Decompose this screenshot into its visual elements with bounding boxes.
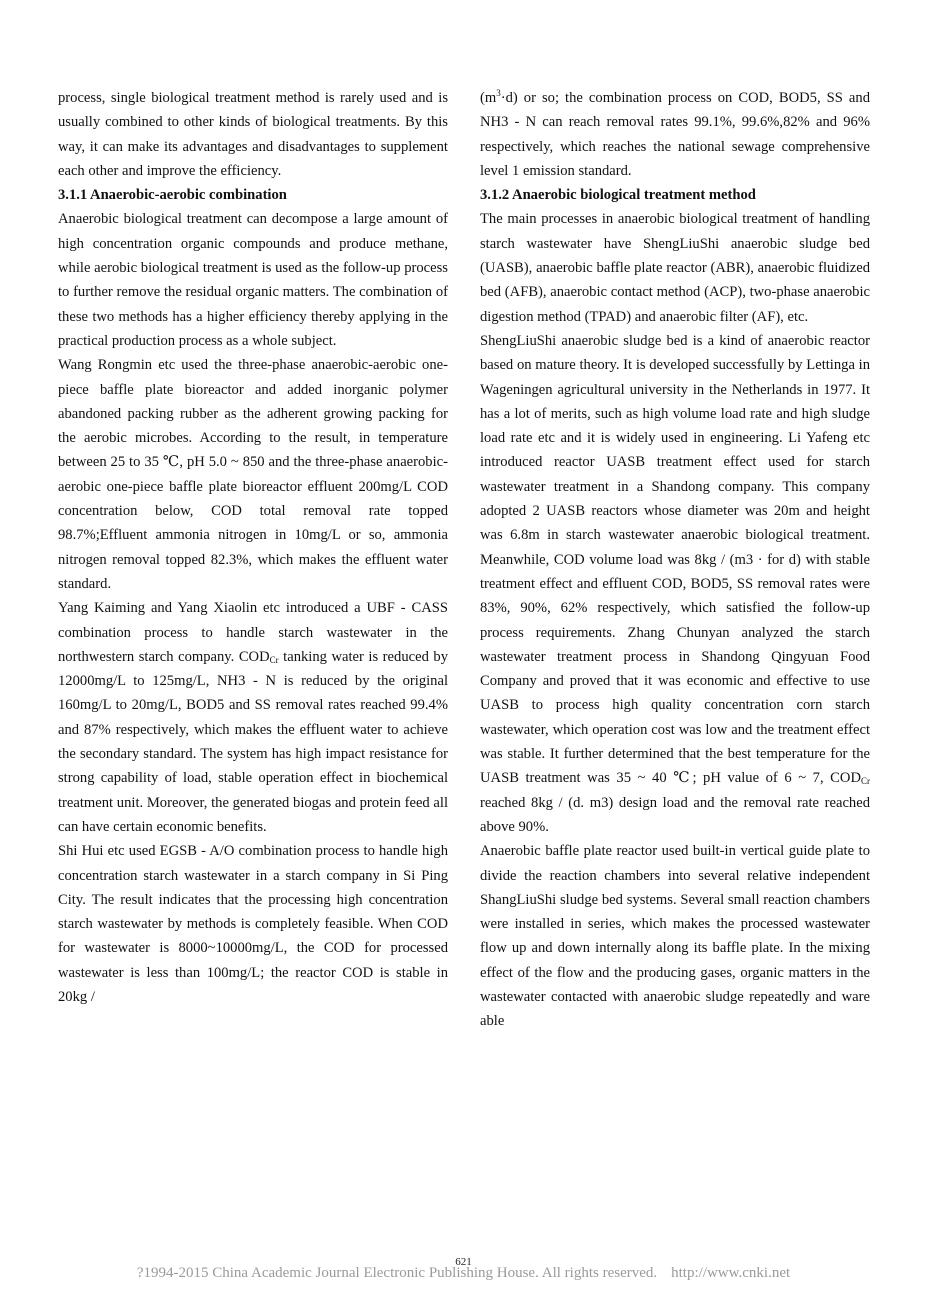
text-run: Yang Kaiming and Yang Xiaolin etc introduced a UBF - CASS combination process to handle starch wastewater in the northwestern starch company. COD — [58, 600, 448, 665]
paragraph-shi-hui: Shi Hui etc used EGSB - A/O combination process to handle high concentration starch wastewater in a starch company in Si Ping City. The result indicates that the processing high concentration starch wastewater by methods is completely feasible. When COD for wastewater is 8000~10000mg/L, the COD for processed wastewater is less than 100mg/L; the reactor COD is stable in 20kg / — [58, 843, 448, 1005]
text-run: reached 8kg / (d. m3) design load and the removal rate reached above 90%. — [480, 794, 870, 835]
right-column — [480, 86, 870, 1034]
paragraph-uasb — [480, 329, 870, 839]
paragraph-continued-right — [480, 86, 870, 183]
footer-url: http://www.cnki.net — [671, 1265, 791, 1281]
text-run: (m — [480, 90, 497, 106]
section-heading-3-1-1: 3.1.1 Anaerobic-aerobic combination — [58, 187, 287, 204]
subscript-cr: Cr — [269, 654, 279, 665]
copyright-footer — [0, 1265, 927, 1282]
subscript-cr: Cr — [861, 776, 870, 787]
superscript-3: 3 — [496, 88, 501, 98]
text-run: tanking water is reduced by 12000mg/L to 125mg/L, NH3 - N is reduced by the original 160mg/L to 20mg/L, BOD5 and SS removal rates reached 99.4% and 87% respectively, which makes the effluent water to achieve the secondary standard. The system has high impact resistance for strong capability of load, stable operation effect in biochemical treatment unit. Moreover, the generated biogas and protein feed all can have certain economic benefits. — [58, 648, 448, 835]
section-heading-3-1-2: 3.1.2 Anaerobic biological treatment method — [480, 187, 756, 204]
page-number: 621 — [455, 1256, 472, 1268]
paragraph-anaerobic-aerobic: Anaerobic biological treatment can decompose a large amount of high concentration organic compounds and produce methane, while aerobic biological treatment is used as the follow-up process to further remove the residual organic matters. The combination of these two methods has a higher efficiency thereby applying in the practical production process as a whole subject. — [58, 211, 448, 349]
copyright-text: ?1994-2015 China Academic Journal Electronic Publishing House. All rights reserved. — [136, 1265, 658, 1281]
text-run: ShengLiuShi anaerobic sludge bed is a kind of anaerobic reactor based on mature theory. It is developed successfully by Lettinga in Wageningen agricultural university in the Netherlands in 1977. It has a lot of merits, such as high volume load rate and high sludge load rate etc and it is widely used in engineering. Li Yafeng etc introduced reactor UASB treatment effect used for starch wastewater treatment in a Shandong company. This company adopted 2 UASB reactors whose diameter was 20m and height was 6.8m in starch wastewater anaerobic biological treatment. Meanwhile, COD volume load was 8kg / (m3 · for d) with stable treatment effect and effluent COD, BOD5, SS removal rates were 83%, 90%, 62% respectively, which satisfied the follow-up process requirements. Zhang Chunyan analyzed the starch wastewater treatment process in Shandong Qingyuan Food Company and proved that it was economic and effective to use UASB to process high quality concentration corn starch wastewater, which operation cost was low and the treatment effect was stable. It further determined that the best temperature for the UASB treatment was 35 ~ 40 ℃; pH value of 6 ~ 7, COD — [480, 332, 870, 787]
paragraph-continued: process, single biological treatment method is rarely used and is usually combined to other kinds of biological treatments. By this way, it can make its advantages and disadvantages to supplement each other and improve the efficiency. — [58, 90, 448, 179]
paragraph-wang-rongmin: Wang Rongmin etc used the three-phase anaerobic-aerobic one-piece baffle plate bioreactor and added inorganic polymer abandoned packing rubber as the adherent growing packing for the aerobic microbes. According to the result, in temperature between 25 to 35 ℃, pH 5.0 ~ 850 and the three-phase anaerobic-aerobic one-piece baffle plate bioreactor effluent 200mg/L COD concentration below, COD total removal rate topped 98.7%;Effluent ammonia nitrogen in 10mg/L or so, ammonia nitrogen removal topped 82.3%, which makes the effluent water standard. — [58, 357, 448, 592]
paragraph-yang-kaiming — [58, 596, 448, 839]
text-run: ·d) or so; the combination process on COD, BOD5, SS and NH3 - N can reach removal rates 99.1%, 99.6%,82% and 96% respectively, which reaches the national sewage comprehensive level 1 emission standard. — [480, 90, 870, 179]
left-column — [58, 86, 448, 1009]
paragraph-main-processes: The main processes in anaerobic biological treatment of handling starch wastewater have ShengLiuShi anaerobic sludge bed (UASB), anaerobic baffle plate reactor (ABR), anaerobic fluidized bed (AFB), anaerobic contact method (ACP), two-phase anaerobic digestion method (TPAD) and anaerobic filter (AF), etc. — [480, 211, 870, 325]
paragraph-abr: Anaerobic baffle plate reactor used built-in vertical guide plate to divide the reaction chambers into several relative independent ShangLiuShi sludge bed systems. Several small reaction chambers were installed in series, which makes the processed wastewater flow up and down internally along its baffle plate. In the mixing effect of the flow and the producing gases, organic matters in the wastewater contacted with anaerobic sludge repeatedly and ware able — [480, 843, 870, 1030]
